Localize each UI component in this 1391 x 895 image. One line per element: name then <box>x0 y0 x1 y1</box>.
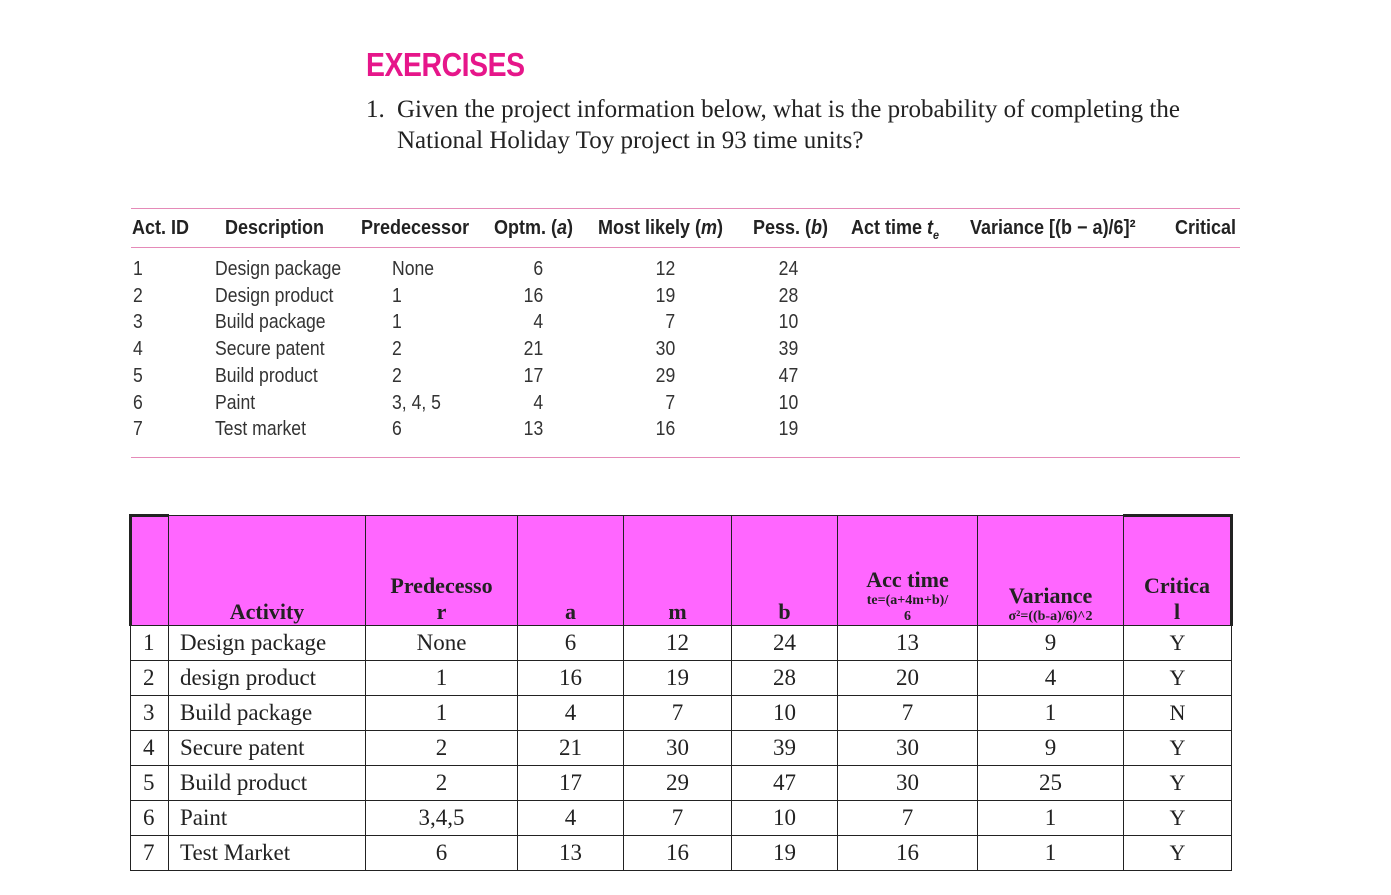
answer-cell-a: 6 <box>518 626 624 661</box>
answer-cell-number: 2 <box>131 661 169 696</box>
book-cell-m: 30 <box>655 338 675 361</box>
answer-cell-b: 24 <box>732 626 838 661</box>
answer-row <box>131 836 1232 871</box>
answer-cell-activity: design product <box>169 661 366 696</box>
answer-header-a: a <box>518 516 624 626</box>
table-top-rule <box>131 208 1240 209</box>
book-cell-b: 10 <box>778 311 798 334</box>
book-cell-a: 17 <box>523 364 543 387</box>
table-bottom-rule <box>131 457 1240 458</box>
header-variance: Variance [(b − a)/6]² <box>970 217 1136 239</box>
answer-cell-variance: 4 <box>978 661 1124 696</box>
header-optimistic: Optm. (a) <box>494 217 574 239</box>
answer-cell-m: 12 <box>624 626 732 661</box>
answer-cell-acc-time: 16 <box>838 836 978 871</box>
answer-cell-b: 19 <box>732 836 838 871</box>
answer-cell-acc-time: 20 <box>838 661 978 696</box>
answer-cell-activity: Design package <box>169 626 366 661</box>
answer-cell-predecessor: 1 <box>366 696 518 731</box>
answer-cell-b: 10 <box>732 696 838 731</box>
answer-cell-critical: Y <box>1124 661 1232 696</box>
answer-cell-critical: Y <box>1124 626 1232 661</box>
answer-cell-a: 16 <box>518 661 624 696</box>
answer-cell-variance: 1 <box>978 696 1124 731</box>
answer-cell-a: 21 <box>518 731 624 766</box>
answer-cell-critical: N <box>1124 696 1232 731</box>
answer-header-predecessor: Predecesso r <box>366 516 518 626</box>
answer-cell-activity: Build package <box>169 696 366 731</box>
answer-cell-variance: 25 <box>978 766 1124 801</box>
book-cell-b: 19 <box>778 418 798 441</box>
book-cell-id: 3 <box>133 311 143 334</box>
answer-cell-activity: Secure patent <box>169 731 366 766</box>
book-cell-id: 6 <box>133 391 143 414</box>
answer-header-number <box>131 516 169 626</box>
answer-cell-a: 13 <box>518 836 624 871</box>
answer-cell-m: 16 <box>624 836 732 871</box>
book-cell-description: Test market <box>215 418 306 441</box>
answer-cell-b: 39 <box>732 731 838 766</box>
book-cell-description: Build product <box>215 364 318 387</box>
book-cell-a: 21 <box>523 338 543 361</box>
header-act-time: Act time $t_e$ <box>851 217 940 242</box>
answer-cell-number: 7 <box>131 836 169 871</box>
question-text-line2: National Holiday Toy project in 93 time units? <box>397 127 864 154</box>
answer-cell-acc-time: 30 <box>838 766 978 801</box>
answer-cell-acc-time: 30 <box>838 731 978 766</box>
book-cell-m: 19 <box>655 284 675 307</box>
answer-cell-b: 47 <box>732 766 838 801</box>
answer-cell-predecessor: None <box>366 626 518 661</box>
answer-cell-number: 5 <box>131 766 169 801</box>
book-cell-m: 16 <box>655 418 675 441</box>
book-cell-m: 12 <box>655 258 675 280</box>
book-cell-id: 4 <box>133 338 143 361</box>
question-number: 1. <box>366 96 385 123</box>
answer-cell-acc-time: 7 <box>838 801 978 836</box>
book-cell-a: 4 <box>533 391 543 414</box>
book-cell-predecessor: 1 <box>392 284 402 307</box>
answer-cell-activity: Paint <box>169 801 366 836</box>
book-cell-m: 29 <box>655 364 675 387</box>
answer-header-critical: Critica l <box>1124 516 1232 626</box>
answer-header-m: m <box>624 516 732 626</box>
book-cell-id: 1 <box>133 258 143 280</box>
answer-cell-acc-time: 7 <box>838 696 978 731</box>
header-pessimistic: Pess. (b) <box>753 217 829 239</box>
answer-cell-m: 7 <box>624 801 732 836</box>
book-cell-description: Design product <box>215 284 334 307</box>
answer-cell-a: 17 <box>518 766 624 801</box>
book-cell-b: 28 <box>778 284 798 307</box>
answer-table-body <box>131 626 1232 871</box>
book-cell-description: Design package <box>215 258 342 280</box>
answer-cell-m: 7 <box>624 696 732 731</box>
book-cell-predecessor: 2 <box>392 338 402 361</box>
book-cell-predecessor: None <box>392 258 435 280</box>
answer-cell-activity: Test Market <box>169 836 366 871</box>
answer-cell-predecessor: 2 <box>366 766 518 801</box>
book-cell-predecessor: 2 <box>392 364 402 387</box>
book-cell-m: 7 <box>665 391 675 414</box>
book-cell-b: 24 <box>778 258 798 280</box>
header-predecessor: Predecessor <box>361 217 470 239</box>
book-cell-predecessor: 6 <box>392 418 402 441</box>
answer-cell-a: 4 <box>518 801 624 836</box>
answer-cell-b: 10 <box>732 801 838 836</box>
answer-cell-number: 1 <box>131 626 169 661</box>
book-cell-id: 2 <box>133 284 143 307</box>
book-cell-predecessor: 3, 4, 5 <box>392 391 441 414</box>
book-cell-a: 13 <box>523 418 543 441</box>
answer-cell-number: 4 <box>131 731 169 766</box>
answer-cell-critical: Y <box>1124 766 1232 801</box>
answer-cell-m: 30 <box>624 731 732 766</box>
book-cell-description: Secure patent <box>215 338 325 361</box>
book-cell-b: 47 <box>778 364 798 387</box>
answer-cell-variance: 1 <box>978 836 1124 871</box>
header-description: Description <box>225 217 325 239</box>
answer-cell-b: 28 <box>732 661 838 696</box>
answer-cell-a: 4 <box>518 696 624 731</box>
answer-cell-critical: Y <box>1124 801 1232 836</box>
book-cell-description: Build package <box>215 311 326 334</box>
answer-cell-variance: 9 <box>978 626 1124 661</box>
answer-header-b: b <box>732 516 838 626</box>
answer-cell-variance: 9 <box>978 731 1124 766</box>
exercises-heading: EXERCISES <box>366 46 525 83</box>
header-most-likely: Most likely (m) <box>598 217 724 239</box>
answer-cell-m: 29 <box>624 766 732 801</box>
book-cell-b: 39 <box>778 338 798 361</box>
answer-cell-m: 19 <box>624 661 732 696</box>
answer-cell-variance: 1 <box>978 801 1124 836</box>
answer-header-variance: Variance σ²=((b-a)/6)^2 <box>978 516 1124 626</box>
answer-row <box>131 696 1232 731</box>
answer-cell-predecessor: 6 <box>366 836 518 871</box>
book-cell-a: 16 <box>523 284 543 307</box>
book-cell-description: Paint <box>215 391 256 414</box>
table-header-rule <box>131 247 1240 248</box>
answer-cell-critical: Y <box>1124 836 1232 871</box>
book-cell-b: 10 <box>778 391 798 414</box>
book-cell-id: 7 <box>133 418 143 441</box>
answer-row <box>131 766 1232 801</box>
book-cell-a: 6 <box>533 258 543 280</box>
answer-cell-number: 3 <box>131 696 169 731</box>
book-cell-id: 5 <box>133 364 143 387</box>
answer-header-activity: Activity <box>169 516 366 626</box>
answer-row <box>131 731 1232 766</box>
answer-cell-acc-time: 13 <box>838 626 978 661</box>
book-cell-predecessor: 1 <box>392 311 402 334</box>
answer-cell-critical: Y <box>1124 731 1232 766</box>
question-text-line1: Given the project information below, what is the probability of completing the <box>397 96 1180 123</box>
answer-row <box>131 801 1232 836</box>
answer-row <box>131 661 1232 696</box>
header-act-id: Act. ID <box>132 217 190 239</box>
answer-header-acc-time: Acc time te=(a+4m+b)/ 6 <box>838 516 978 626</box>
header-critical: Critical <box>1175 217 1237 239</box>
answer-cell-predecessor: 1 <box>366 661 518 696</box>
book-cell-m: 7 <box>665 311 675 334</box>
book-cell-a: 4 <box>533 311 543 334</box>
answer-cell-predecessor: 2 <box>366 731 518 766</box>
answer-cell-number: 6 <box>131 801 169 836</box>
answer-cell-predecessor: 3,4,5 <box>366 801 518 836</box>
answer-row <box>131 626 1232 661</box>
answer-table <box>129 514 1233 871</box>
answer-cell-activity: Build product <box>169 766 366 801</box>
